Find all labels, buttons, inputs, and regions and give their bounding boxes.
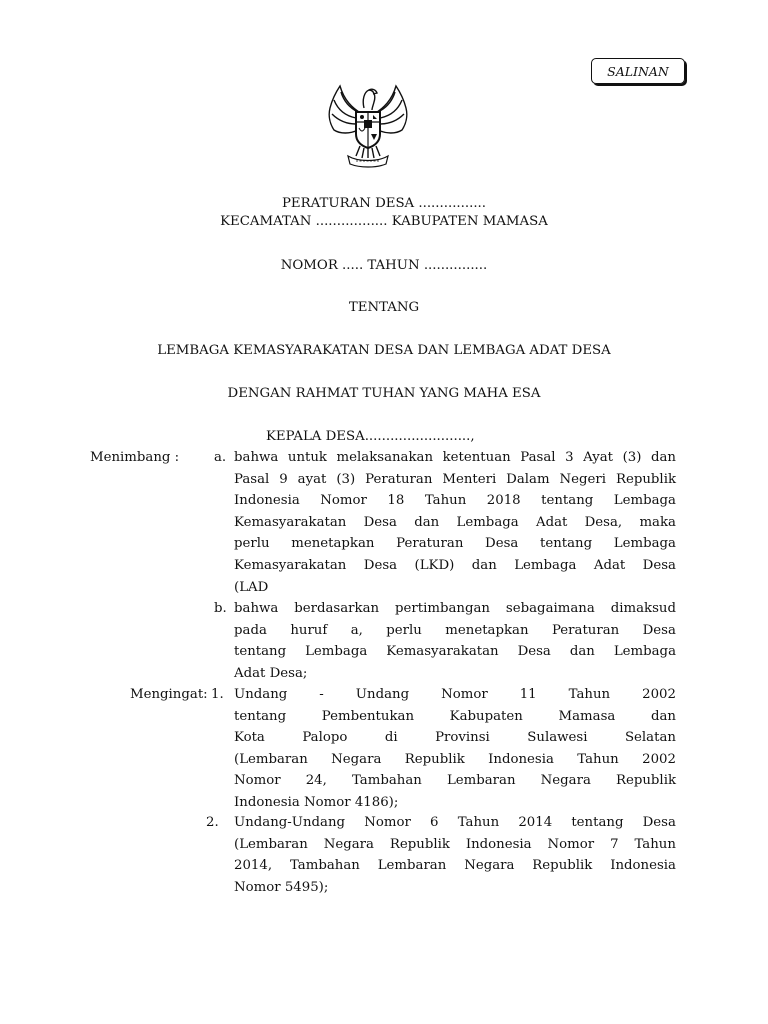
about-heading: TENTANG [348, 300, 420, 315]
text-line: pada huruf a, perlu menetapkan Peraturan Desa [234, 622, 676, 638]
menimbang-a-text [234, 447, 676, 598]
garuda-emblem-icon [322, 78, 414, 168]
menimbang-label: Menimbang : [90, 450, 180, 465]
district-regency-line: KECAMATAN ................. KABUPATEN MAMASA [220, 214, 548, 229]
text-line: Kemasyarakatan Desa dan Lembaga Adat Desa, maka [234, 514, 676, 530]
regulation-subject: LEMBAGA KEMASYARAKATAN DESA DAN LEMBAGA ADAT DESA [157, 343, 611, 358]
text-line: Kemasyarakatan Desa (LKD) dan Lembaga Adat Desa [234, 557, 676, 573]
mengingat-label: Mengingat: [130, 687, 208, 702]
menimbang-a-marker: a. [214, 450, 227, 465]
text-line: Indonesia Nomor 18 Tahun 2018 tentang Lembaga [234, 493, 676, 509]
mengingat-1-marker: 1. [211, 687, 224, 702]
regulation-title: PERATURAN DESA ................ [281, 196, 487, 211]
text-line: (Lembaran Negara Republik Indonesia Nomor 7 Tahun [234, 836, 676, 852]
text-line: Indonesia Nomor 4186); [234, 794, 399, 810]
text-line: Undang - Undang Nomor 11 Tahun 2002 [234, 687, 676, 702]
text-line: Undang-Undang Nomor 6 Tahun 2014 tentang Desa [234, 815, 676, 830]
text-line: bahwa berdasarkan pertimbangan sebagaimana dimaksud [234, 601, 676, 616]
village-head-line: KEPALA DESA........................., [266, 429, 475, 444]
salinan-label: SALINAN [607, 63, 669, 79]
text-line: Pasal 9 ayat (3) Peraturan Menteri Dalam Negeri Republik [234, 471, 676, 487]
mengingat-1-text [234, 684, 676, 814]
text-line: bahwa untuk melaksanakan ketentuan Pasal 3 Ayat (3) dan [234, 450, 676, 465]
text-line: Kota Palopo di Provinsi Sulawesi Selatan [234, 730, 676, 746]
text-line: perlu menetapkan Peraturan Desa tentang Lembaga [234, 536, 676, 552]
mengingat-2-marker: 2. [206, 815, 219, 830]
text-line: (Lembaran Negara Republik Indonesia Tahun 2002 [234, 751, 676, 767]
menimbang-b-marker: b. [214, 601, 227, 616]
text-line: (LAD [234, 579, 269, 595]
text-line: tentang Lembaga Kemasyarakatan Desa dan Lembaga [234, 644, 676, 660]
text-line: Nomor 24, Tambahan Lembaran Negara Republik [234, 773, 676, 789]
text-line: Nomor 5495); [234, 879, 329, 895]
blessing-line: DENGAN RAHMAT TUHAN YANG MAHA ESA [227, 386, 541, 401]
salinan-stamp [591, 58, 685, 84]
text-line: tentang Pembentukan Kabupaten Mamasa dan [234, 708, 676, 724]
text-line: 2014, Tambahan Lembaran Negara Republik Indonesia [234, 858, 676, 874]
mengingat-2-text [234, 812, 676, 898]
menimbang-b-text [234, 598, 676, 684]
regulation-number: NOMOR ..... TAHUN ............... [280, 258, 488, 273]
text-line: Adat Desa; [234, 665, 308, 681]
